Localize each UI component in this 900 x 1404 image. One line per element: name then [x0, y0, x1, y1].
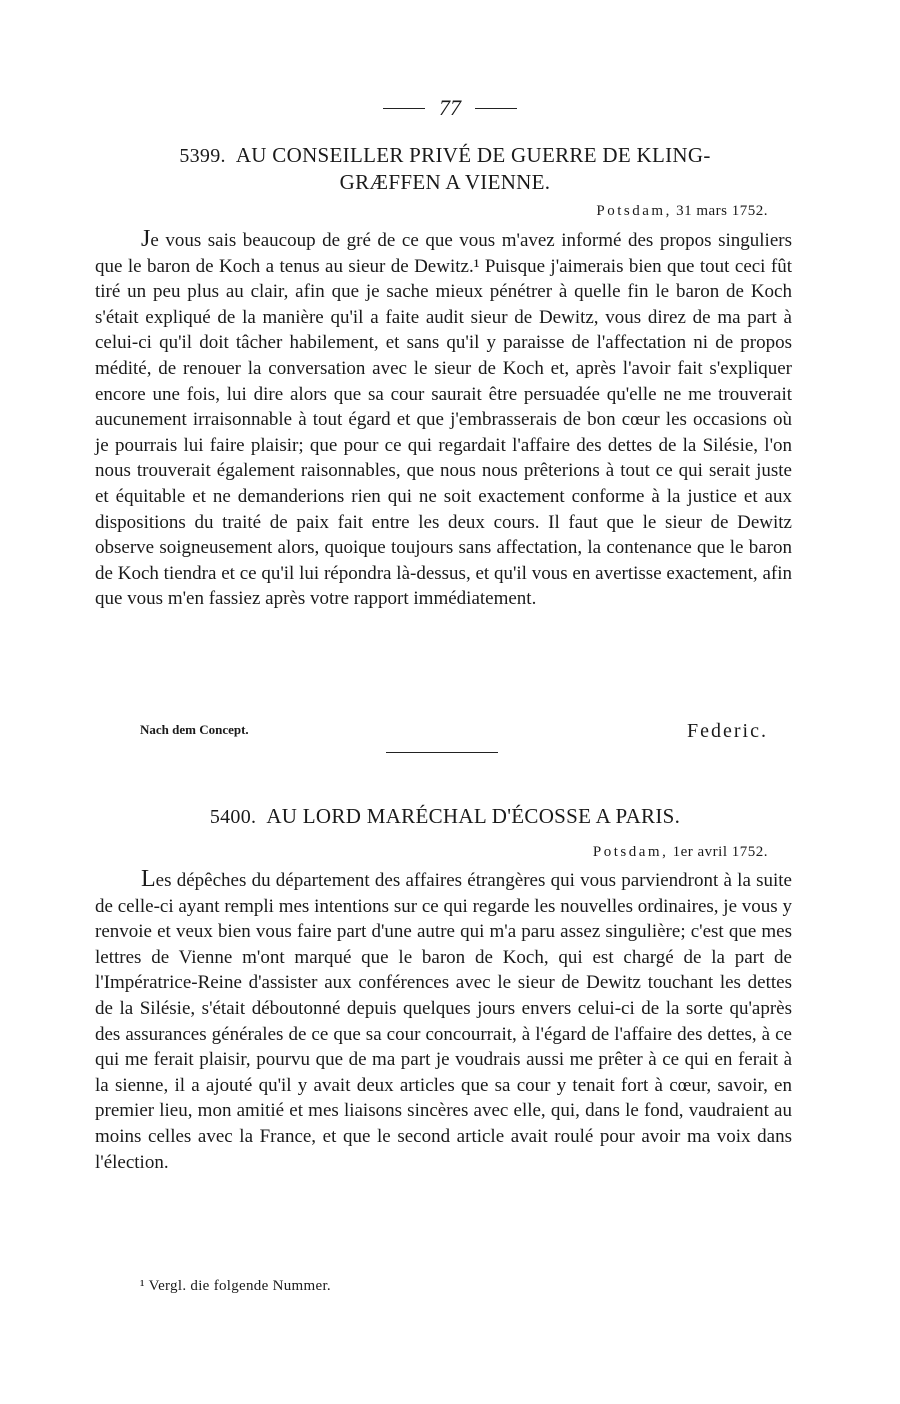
letter-dateline-5400 [593, 844, 768, 861]
letter-heading-5399 [95, 142, 795, 195]
footnote [140, 1278, 331, 1295]
letter-heading-text: AU CONSEILLER PRIVÉ DE GUERRE DE KLING- [235, 143, 711, 167]
footnote-text: Vergl. die folgende Nummer. [148, 1278, 331, 1294]
footnote-marker: ¹ [140, 1278, 145, 1294]
initial-letter: J [141, 226, 151, 252]
page-number [0, 95, 900, 121]
dateline-place: Potsdam, [596, 203, 672, 219]
dateline-place: Potsdam, [592, 844, 669, 860]
letter-number: 5399. [179, 145, 226, 167]
letter-heading-5400 [95, 803, 795, 830]
letter-body-5399 [95, 227, 792, 612]
initial-letter: L [141, 866, 156, 892]
page-number-value: 77 [439, 95, 461, 120]
letter-dateline-5399 [596, 203, 768, 220]
letter-body-text: es dépêches du département des affaires étrangères qui vous parviendront à la suite de celle-ci ayant rempli mes intentions sur ce qui regarde les nouvelles ordinaires, je vous y renvoie et veux bien vous faire part d'une autre qui m'a paru assez singulière; c'est que mes lettres de Vienne m'ont marqué que le baron de Koch, qui est chargé de la part de l'Impératrice-Reine d'assister aux conférences avec le sieur de Dewitz touchant les dettes de la Silésie, s'était déboutonné depuis quelques jours envers celui-ci de la sorte qu'après des assurances générales de ce que sa cour concourrait, à l'égard de l'affaire des dettes, à ce qui me ferait plaisir, pourvu que de ma part je voudrais aussi me prêter à ce qui en ferait à la sienne, il a ajouté qu'il y avait deux articles que sa cour y tenait fort à cœur, savoir, en premier lieu, mon amitié et mes liaisons sincères avec elle, qui, dans le fond, vaudraient au moins celles avec la France, et que le second article avait roulé pour avoir ma voix dans l'élection. [95, 870, 792, 1173]
dateline-date: 1er avril 1752. [672, 844, 768, 860]
letter-body-text: e vous sais beaucoup de gré de ce que vous m'avez informé des propos singuliers que le baron de Koch a tenus au sieur de Dewitz.¹ Puisque j'aimerais bien que tout ceci fût tiré un peu plus au clair, afin que je sache mieux pénétrer à quelle fin le baron de Koch s'était expliqué de la manière qu'il a faite audit sieur de Dewitz, vous direz de ma part à celui-ci qu'il doit tâcher habilement, et sans qu'il y paraisse de l'affectation ni de propos médité, de renouer la conversation avec le sieur de Koch et, après l'avoir fait s'expliquer encore une fois, lui dire alors que sa cour saurait être persuadée qu'elle ne me trouverait aucunement irraisonnable à tout égard et que j'embrasserais de bon cœur les occasions où je pourrais lui faire plaisir; que pour ce qui regardait l'affaire des dettes de la Silésie, l'on nous trouverait également raisonnables, que nous nous prêterions à tout ce qui serait juste et équitable et ne demanderions rien qui ne soit exactement conforme à la justice et aux dispositions du traité de paix fait entre les deux cours. Il faut que le sieur de Dewitz observe soigneusement alors, quoique toujours sans affectation, la contenance que le baron de Koch tiendra et ce qu'il lui répondra là-dessus, et qu'il vous en avertisse exactement, afin que vous m'en fassiez après votre rapport immédiatement. [95, 230, 792, 610]
letter-heading-continuation: GRÆFFEN A VIENNE. [339, 170, 551, 194]
letter-heading-text: AU LORD MARÉCHAL D'ÉCOSSE A PARIS. [266, 804, 681, 828]
source-note: Nach dem Concept. [140, 722, 249, 737]
page-number-rule-left [383, 108, 425, 109]
letter-number: 5400. [209, 806, 257, 828]
page-number-rule-right [475, 108, 517, 109]
signature: Federic. [687, 720, 768, 742]
section-divider [386, 752, 498, 753]
dateline-date: 31 mars 1752. [676, 203, 768, 219]
letter-body-5400 [95, 867, 792, 1175]
